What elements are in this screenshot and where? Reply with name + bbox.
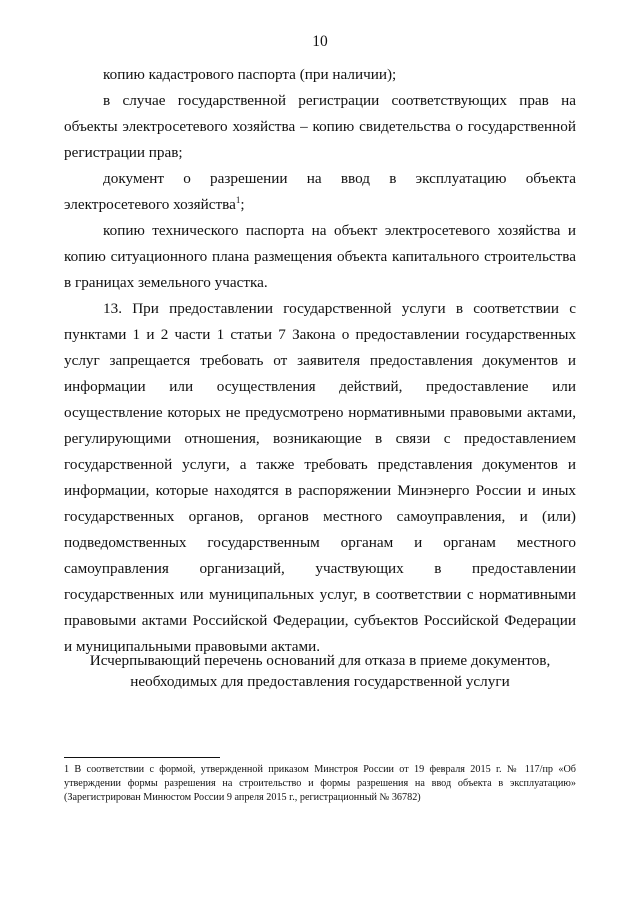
commissioning-permit-text: документ о разрешении на ввод в эксплуатацию объекта электросетевого хозяйства bbox=[64, 170, 576, 213]
section-heading-line-2: необходимых для предоставления государственной услуги bbox=[130, 673, 510, 690]
commissioning-permit-punctuation: ; bbox=[240, 196, 245, 213]
paragraph-cadastral-passport: копию кадастрового паспорта (при наличии); bbox=[103, 66, 397, 83]
document-body bbox=[64, 62, 576, 660]
paragraph-13: 13. При предоставлении государственной услуги в соответствии с пунктами 1 и 2 части 1 статьи 7 Закона о предоставлении государственных услуг запрещается требовать от заявителя предоставления документов и информации или осуществления действий, предоставление или осуществление которых не предусмотрено нормативными правовыми актами, регулирующими отношения, возникающие в связи с предоставлением государственной услуги, а также требовать представления документов и информации, которые находятся в распоряжении Минэнерго России и иных государственных органов, органов местного самоуправления, и (или) подведомственных государственным органам и органам местного самоуправления организаций, участвующих в предоставлении государственных или муниципальных услуг, в соответствии с нормативными правовыми актами Российской Федерации, субъектов Российской Федерации и муниципальными правовыми актами. bbox=[64, 300, 576, 655]
footnote-reference: 1 bbox=[235, 194, 241, 205]
page-number: 10 bbox=[312, 33, 328, 50]
paragraph-technical-passport: копию технического паспорта на объект электросетевого хозяйства и копию ситуационного плана размещения объекта капитального строительства в границах земельного участка. bbox=[64, 222, 576, 291]
section-heading-line-1: Исчерпывающий перечень оснований для отказа в приеме документов, bbox=[89, 652, 551, 669]
paragraph-registration-certificate: в случае государственной регистрации соответствующих прав на объекты электросетевого хозяйства – копию свидетельства о государственной регистрации прав; bbox=[64, 92, 576, 161]
footnote-text: 1 В соответствии с формой, утвержденной приказом Минстроя России от 19 февраля 2015 г. № 117/пр «Об утверждении формы разрешения на строительство и формы разрешения на ввод объекта в эксплуатацию» (Зарегистрирован Минюстом России 9 апреля 2015 г., регистрационный № 36782) bbox=[64, 764, 576, 803]
footnote-divider bbox=[64, 757, 220, 758]
paragraph-commissioning-permit bbox=[64, 166, 576, 218]
section-heading bbox=[64, 650, 576, 692]
